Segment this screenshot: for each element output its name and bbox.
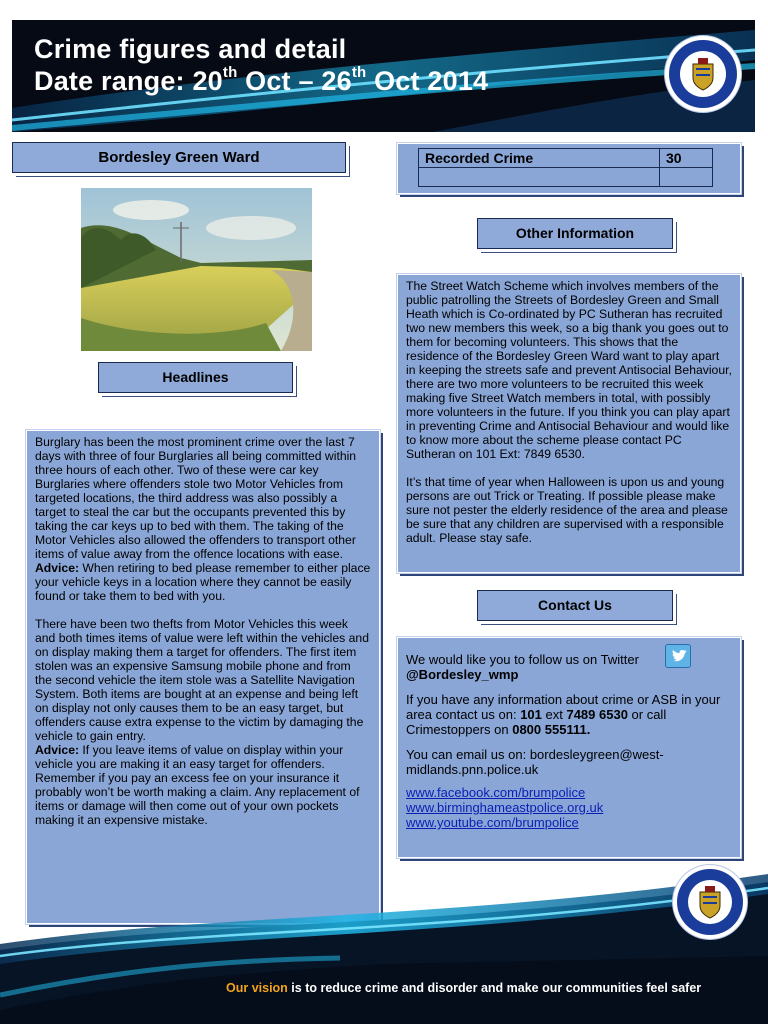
headlines-paragraph-2: There have been two thefts from Motor Vehicles this week and both times items of value were left within the vehicles and on display making them a target for offenders. The first item stolen was an expensive Samsung mobile phone and from the second vehicle the item stole was a Satellite Navigation System. Both items are bought at an expense and being left on display not only causes them to be an easy target, but offenders cause extra expense to the victim by damaging the vehicle to gain entry. Advice: If you leave items of value on display within your vehicle you are making it an easy target for offenders. Remember if you pay an excess fee on your insurance it probably won’t be worth making a claim. Any replacement of items or damage will then come out of your own pockets making it an expensive mistake. xyxy=(35,617,369,827)
crest-icon xyxy=(665,36,741,112)
twitter-follow-text: We would like you to follow us on Twitter xyxy=(406,652,639,667)
table-cell-empty xyxy=(419,168,660,187)
facebook-link[interactable]: www.facebook.com/brumpolice xyxy=(406,785,586,800)
contact-info-text: If you have any information about crime or ASB in your area contact us on: 101 ext 7489 6530 or call Crimestoppers on 0800 555111. xyxy=(406,692,721,737)
twitter-handle[interactable]: @Bordesley_wmp xyxy=(406,667,519,682)
recorded-crime-value: 30 xyxy=(660,149,713,168)
police-badge-logo-footer xyxy=(673,865,747,939)
other-information-label: Other Information xyxy=(477,218,673,249)
table-row xyxy=(419,168,713,187)
table-row xyxy=(419,149,713,168)
website-link[interactable]: www.birminghameastpolice.org.uk xyxy=(406,800,604,815)
ward-label: Bordesley Green Ward xyxy=(12,142,346,173)
contact-panel xyxy=(397,637,741,858)
other-information-panel xyxy=(397,274,741,573)
footer-swoosh xyxy=(0,860,768,1024)
recorded-crime-table xyxy=(418,148,713,187)
twitter-icon[interactable] xyxy=(665,644,691,668)
youtube-link[interactable]: www.youtube.com/brumpolice xyxy=(406,815,579,830)
police-badge-logo xyxy=(665,36,741,112)
crest-icon xyxy=(673,865,747,939)
headlines-panel xyxy=(26,430,380,924)
footer-banner xyxy=(0,860,768,1024)
headlines-label: Headlines xyxy=(98,362,293,393)
contact-us-label: Contact Us xyxy=(477,590,673,621)
vision-statement: Our vision is to reduce crime and disorder and make our communities feel safer xyxy=(226,981,702,995)
other-information-paragraph-1: The Street Watch Scheme which involves members of the public patrolling the Streets of Bordesley Green and Small Heath which is Co-ordinated by PC Sutheran has recruited two new members this week, so a big thank you goes out to them for becoming volunteers. This shows that the residence of the Bordesley Green Ward want to play apart in keeping the streets safe and prevent Antisocial Behaviour, there are two more volunteers to be recruited this week making five Street Watch members in total, with possibly more volunteers in the future. If you think you can play apart in preventing Crime and Antisocial Behaviour and would like to know more about the scheme please contact PC Sutheran on 101 Ext: 7849 6530. xyxy=(406,279,732,461)
table-cell-empty xyxy=(660,168,713,187)
date-range: Date range: 20th Oct – 26th Oct 2014 xyxy=(34,64,489,96)
other-information-paragraph-2: It’s that time of year when Halloween is upon us and young persons are out Trick or Treating. If possible please make sure not pester the elderly residence of the area and please be sure that any children are supervised with a responsible adult. Please stay safe. xyxy=(406,475,728,545)
recorded-crime-panel xyxy=(397,143,741,194)
recorded-crime-label: Recorded Crime xyxy=(419,149,660,168)
headlines-paragraph-1: Burglary has been the most prominent crime over the last 7 days with three of four Burglaries all being committed within three hours of each other. Two of these were car key Burglaries where offenders stole two Motor Vehicles from targeted locations, the third address was also possibly a target to steal the car but the occupants prevented this by taking the car keys up to bed with them. The taking of the Motor Vehicles also allowed the offenders to transport other items of value away from the offence locations with ease. Advice: When retiring to bed please remember to either place your vehicle keys in a location where they cannot be easily found or take them to bed with you. xyxy=(35,435,371,603)
ward-landscape-photo xyxy=(81,188,312,351)
links-list xyxy=(406,785,732,830)
header-banner xyxy=(12,20,755,132)
page-title: Crime figures and detail xyxy=(34,34,347,64)
email-text: You can email us on: bordesleygreen@west- midlands.pnn.police.uk xyxy=(406,747,664,777)
